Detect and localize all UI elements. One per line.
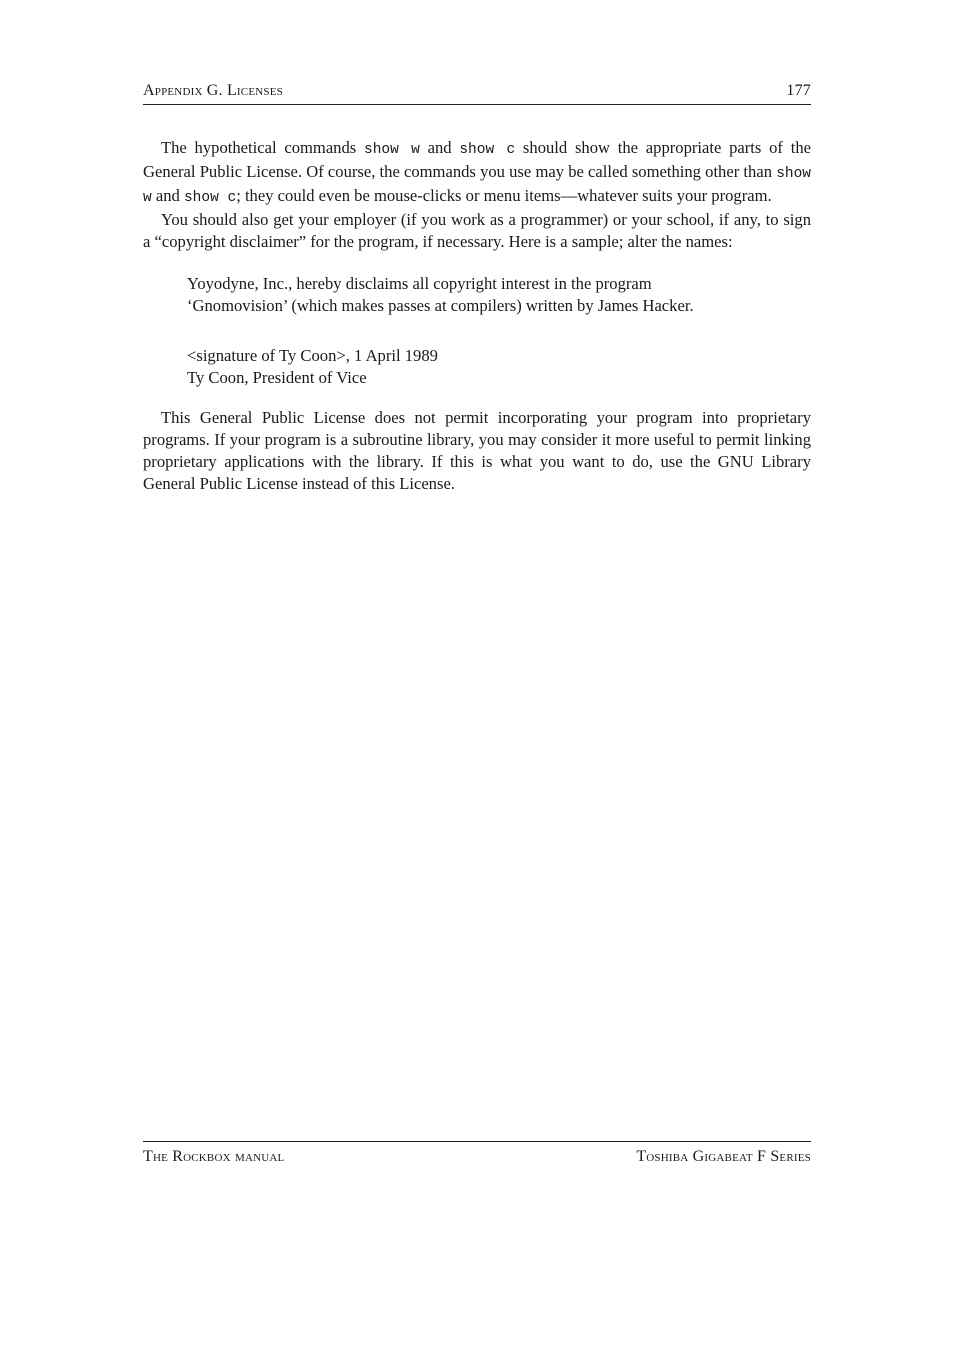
signature-title: Ty Coon, President of Vice xyxy=(187,368,367,387)
text-run: The hypothetical commands xyxy=(161,138,365,157)
text-run: and xyxy=(419,138,460,157)
footer-device-name: Toshiba Gigabeat F Series xyxy=(636,1148,811,1165)
disclaimer-line: ‘Gnomovision’ (which makes passes at compilers) written by James Hacker. xyxy=(187,296,694,315)
inline-code: show c xyxy=(459,142,516,158)
running-header xyxy=(143,82,811,105)
disclaimer-sample xyxy=(187,273,811,317)
text-run: and xyxy=(151,186,184,205)
inline-code: show w xyxy=(364,142,420,158)
paragraph-employer: You should also get your employer (if you work as a programmer) or your school, if any, to sign a “copyright disclaimer” for the program, if necessary. Here is a sample; alter the names: xyxy=(143,210,811,251)
running-footer xyxy=(143,1141,811,1165)
header-title: Appendix G. Licenses xyxy=(143,82,283,99)
signature-line: <signature of Ty Coon>, 1 April 1989 xyxy=(187,346,438,365)
text-run: ; they could even be mouse-clicks or menu items—whatever suits your program. xyxy=(236,186,772,205)
footer-manual-title: The Rockbox manual xyxy=(143,1148,285,1165)
text-run: should show the appropriate parts of the General Public License. Of course, the commands you use may be called something other than xyxy=(143,138,811,181)
page-number: 177 xyxy=(786,82,811,99)
signature-block xyxy=(187,345,811,389)
disclaimer-line: Yoyodyne, Inc., hereby disclaims all copyright interest in the program xyxy=(187,274,652,293)
inline-code: show c xyxy=(183,190,237,206)
body-text xyxy=(143,137,811,495)
paragraph-proprietary: This General Public License does not permit incorporating your program into proprietary programs. If your program is a subroutine library, you may consider it more useful to permit linking proprietary applications with the library. If this is what you want to do, use the GNU Library General Public License instead of this License. xyxy=(143,408,811,493)
document-page xyxy=(143,0,811,1350)
paragraph-show-commands xyxy=(143,137,811,209)
inline-code: show w xyxy=(143,166,811,206)
